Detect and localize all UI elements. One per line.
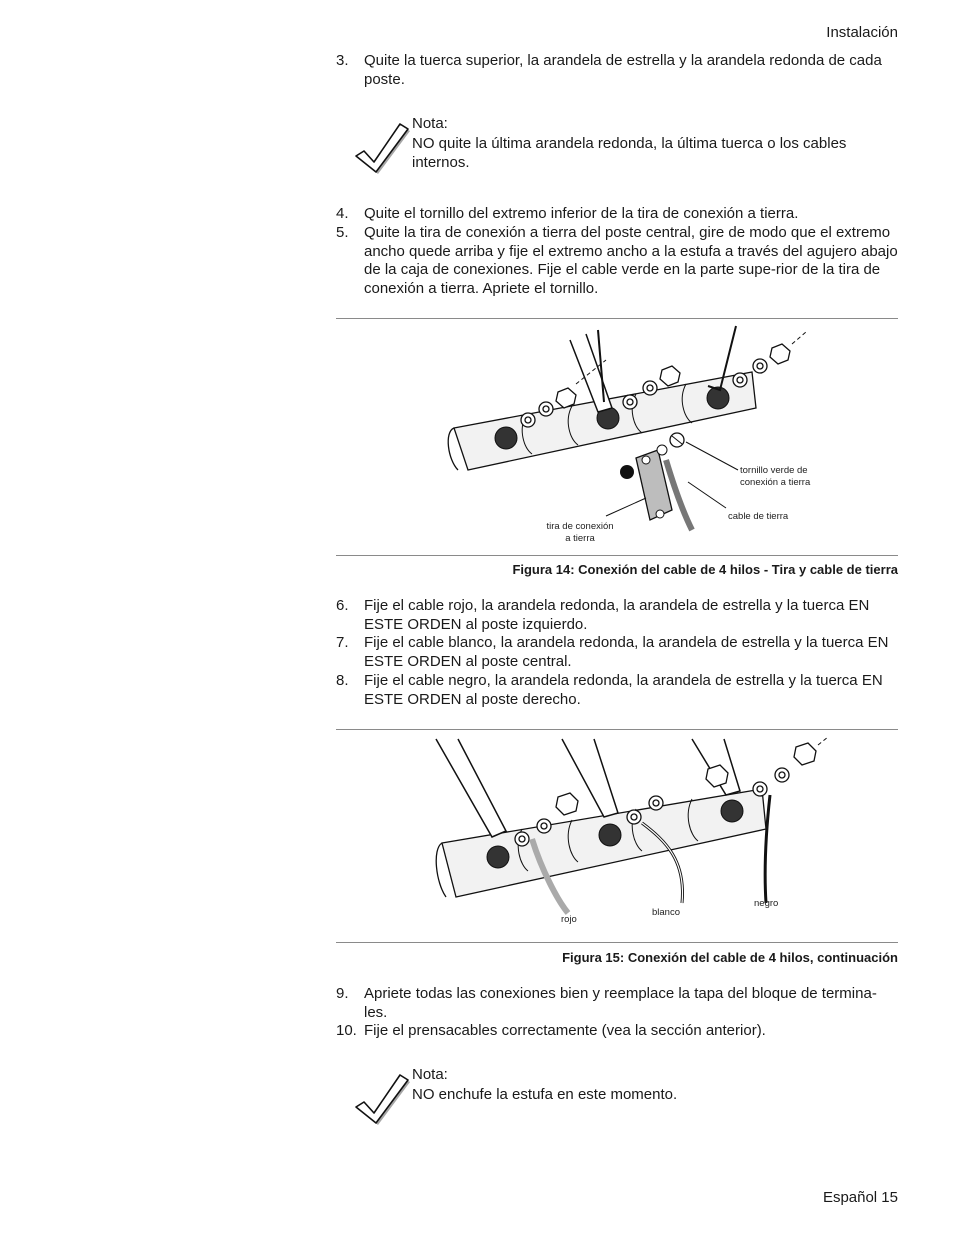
step-3: [336, 52, 898, 89]
step-number: 8.: [336, 672, 349, 689]
figure-14-illustration: [336, 320, 898, 554]
figure-15-illustration: [336, 731, 898, 941]
step-text: Fije el prensacables correctamente (vea la sección anterior).: [364, 1022, 766, 1039]
step-5: [336, 224, 898, 298]
step-10: [336, 1022, 898, 1041]
divider: [336, 555, 898, 556]
step-number: 9.: [336, 985, 349, 1002]
step-number: 7.: [336, 634, 349, 651]
step-text: Apriete todas las conexiones bien y reemplace la tapa del bloque de termina-les.: [364, 985, 877, 1021]
figure-14-caption: Figura 14: Conexión del cable de 4 hilos - Tira y cable de tierra: [512, 562, 898, 577]
label-black-wire: negro: [754, 898, 779, 909]
step-text: Quite la tira de conexión a tierra del poste central, gire de modo que el extremo ancho quede arriba y fije el extremo ancho a la estufa a través del agujero abajo de la caja de conexiones. Fije el cable verde en la parte supe-rior de la tira de conexión a tierra. Apriete el tornillo.: [364, 224, 898, 297]
step-text: Quite el tornillo del extremo inferior de la tira de conexión a tierra.: [364, 205, 799, 222]
divider: [336, 942, 898, 943]
step-number: 6.: [336, 597, 349, 614]
step-9: [336, 985, 898, 1022]
note-body: NO quite la última arandela redonda, la última tuerca o los cables internos.: [412, 134, 847, 171]
label-red-wire: rojo: [561, 914, 577, 925]
checkmark-icon: [352, 118, 410, 174]
step-6: [336, 597, 898, 634]
note-title: Nota:: [412, 115, 448, 132]
checkmark-icon: [352, 1069, 410, 1125]
step-number: 10.: [336, 1022, 357, 1039]
divider: [336, 729, 898, 730]
step-text: Quite la tuerca superior, la arandela de estrella y la arandela redonda de cada poste.: [364, 52, 882, 88]
step-text: Fije el cable rojo, la arandela redonda, la arandela de estrella y la tuerca EN ESTE ORDEN al poste izquierdo.: [364, 597, 870, 633]
divider: [336, 318, 898, 319]
label-white-wire: blanco: [652, 907, 680, 918]
note-body: NO enchufe la estufa en este momento.: [412, 1085, 678, 1103]
page-header-section: Instalación: [826, 24, 898, 41]
step-8: [336, 672, 898, 709]
step-text: Fije el cable negro, la arandela redonda, la arandela de estrella y la tuerca EN ESTE ORDEN al poste derecho.: [364, 672, 883, 708]
step-7: [336, 634, 898, 671]
note-2: [352, 1065, 898, 1104]
note-title: Nota:: [412, 1066, 448, 1083]
page-footer: Español 15: [822, 1189, 898, 1206]
step-number: 5.: [336, 224, 349, 241]
label-ground-screw: tornillo verde de conexión a tierra: [740, 465, 811, 488]
label-ground-strip: tira de conexión a tierra: [546, 521, 614, 544]
step-number: 4.: [336, 205, 349, 222]
step-4: [336, 205, 898, 224]
note-1: [352, 114, 898, 173]
step-text: Fije el cable blanco, la arandela redonda, la arandela de estrella y la tuerca EN ESTE ORDEN al poste central.: [364, 634, 889, 670]
figure-15-caption: Figura 15: Conexión del cable de 4 hilos, continuación: [562, 950, 898, 965]
step-number: 3.: [336, 52, 349, 69]
label-ground-cable: cable de tierra: [728, 511, 789, 522]
